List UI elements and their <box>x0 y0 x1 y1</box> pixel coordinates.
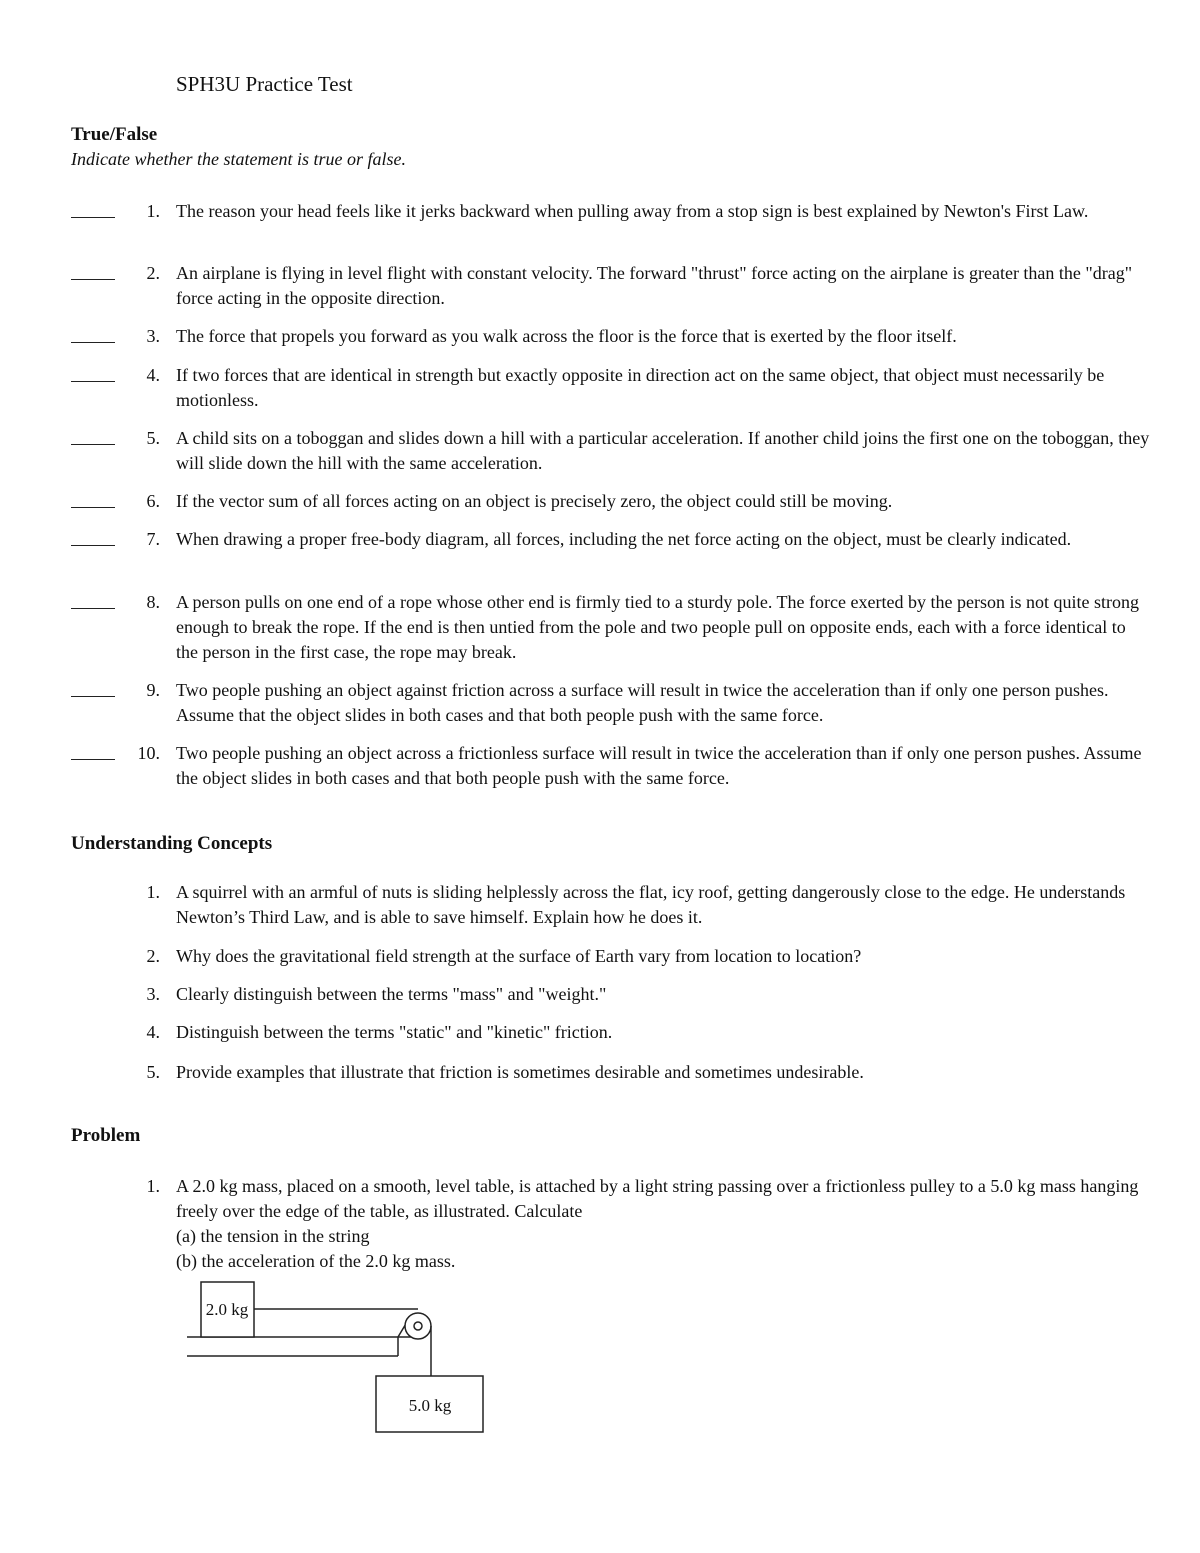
question-text: If two forces that are identical in strength but exactly opposite in direction act on the same object, that object must necessarily be motionless. <box>176 365 1105 410</box>
question-number: 1. <box>146 1176 160 1196</box>
question-text: A person pulls on one end of a rope whose other end is firmly tied to a sturdy pole. The force exerted by the person is not quite strong enough to break the rope. If the end is then untied from the pole and two people pull on opposite ends, each with a force identical to the person in the first case, the rope may break. <box>176 592 1139 662</box>
question-number: 2. <box>146 263 160 283</box>
question-number: 2. <box>146 946 160 966</box>
question-number: 7. <box>146 529 160 549</box>
question-text: Two people pushing an object against friction across a surface will result in twice the acceleration than if only one person pushes. Assume that the object slides in both cases and that both people push with the same force. <box>176 680 1109 725</box>
section-heading-problem: Problem <box>71 1125 141 1146</box>
question-number: 5. <box>146 1062 160 1082</box>
question-text: Clearly distinguish between the terms "mass" and "weight." <box>176 984 607 1004</box>
section-heading-concepts: Understanding Concepts <box>71 833 273 854</box>
problem-part-a: (a) the tension in the string <box>176 1226 370 1246</box>
question-number: 8. <box>146 592 160 612</box>
question-number: 1. <box>146 201 160 221</box>
pulley <box>405 1313 431 1339</box>
question-text: The force that propels you forward as you walk across the floor is the force that is exerted by the floor itself. <box>176 326 957 346</box>
question-text: Two people pushing an object across a frictionless surface will result in twice the acceleration than if only one person pushes. Assume the object slides in both cases and that both people push with the same force. <box>176 743 1142 788</box>
section-heading-true-false: True/False <box>71 124 158 145</box>
question-text: Distinguish between the terms "static" and "kinetic" friction. <box>176 1022 613 1042</box>
question-text: Why does the gravitational field strength at the surface of Earth vary from location to location? <box>176 946 862 966</box>
question-number: 9. <box>146 680 160 700</box>
problem-statement: A 2.0 kg mass, placed on a smooth, level table, is attached by a light string passing over a frictionless pulley to a 5.0 kg mass hanging freely over the edge of the table, as illustrated. Calculate <box>176 1176 1139 1221</box>
question-number: 5. <box>146 428 160 448</box>
question-text: If the vector sum of all forces acting on an object is precisely zero, the object could still be moving. <box>176 491 893 511</box>
question-number: 1. <box>146 882 160 902</box>
table-mass-label: 2.0 kg <box>205 1300 249 1319</box>
page-title: SPH3U Practice Test <box>176 72 353 96</box>
question-text: Provide examples that illustrate that friction is sometimes desirable and sometimes undesirable. <box>176 1062 864 1082</box>
question-number: 3. <box>146 326 160 346</box>
question-text: When drawing a proper free-body diagram, all forces, including the net force acting on the object, must be clearly indicated. <box>176 529 1072 549</box>
question-number: 4. <box>146 365 160 385</box>
question-number: 10. <box>137 743 160 763</box>
question-number: 6. <box>146 491 160 511</box>
question-text: A squirrel with an armful of nuts is sliding helplessly across the flat, icy roof, getting dangerously close to the edge. He understands Newton’s Third Law, and is able to save himself. Explain how he does it. <box>176 882 1126 927</box>
section-instructions: Indicate whether the statement is true or false. <box>71 149 406 169</box>
problem-part-b: (b) the acceleration of the 2.0 kg mass. <box>176 1251 456 1271</box>
question-text: An airplane is flying in level flight with constant velocity. The forward "thrust" force acting on the airplane is greater than the "drag" force acting in the opposite direction. <box>176 263 1133 308</box>
question-text: The reason your head feels like it jerks backward when pulling away from a stop sign is best explained by Newton's First Law. <box>176 201 1089 221</box>
question-number: 4. <box>146 1022 160 1042</box>
question-text: A child sits on a toboggan and slides down a hill with a particular acceleration. If another child joins the first one on the toboggan, they will slide down the hill with the same acceleration. <box>176 428 1150 473</box>
hanging-mass-label: 5.0 kg <box>408 1396 452 1415</box>
question-number: 3. <box>146 984 160 1004</box>
